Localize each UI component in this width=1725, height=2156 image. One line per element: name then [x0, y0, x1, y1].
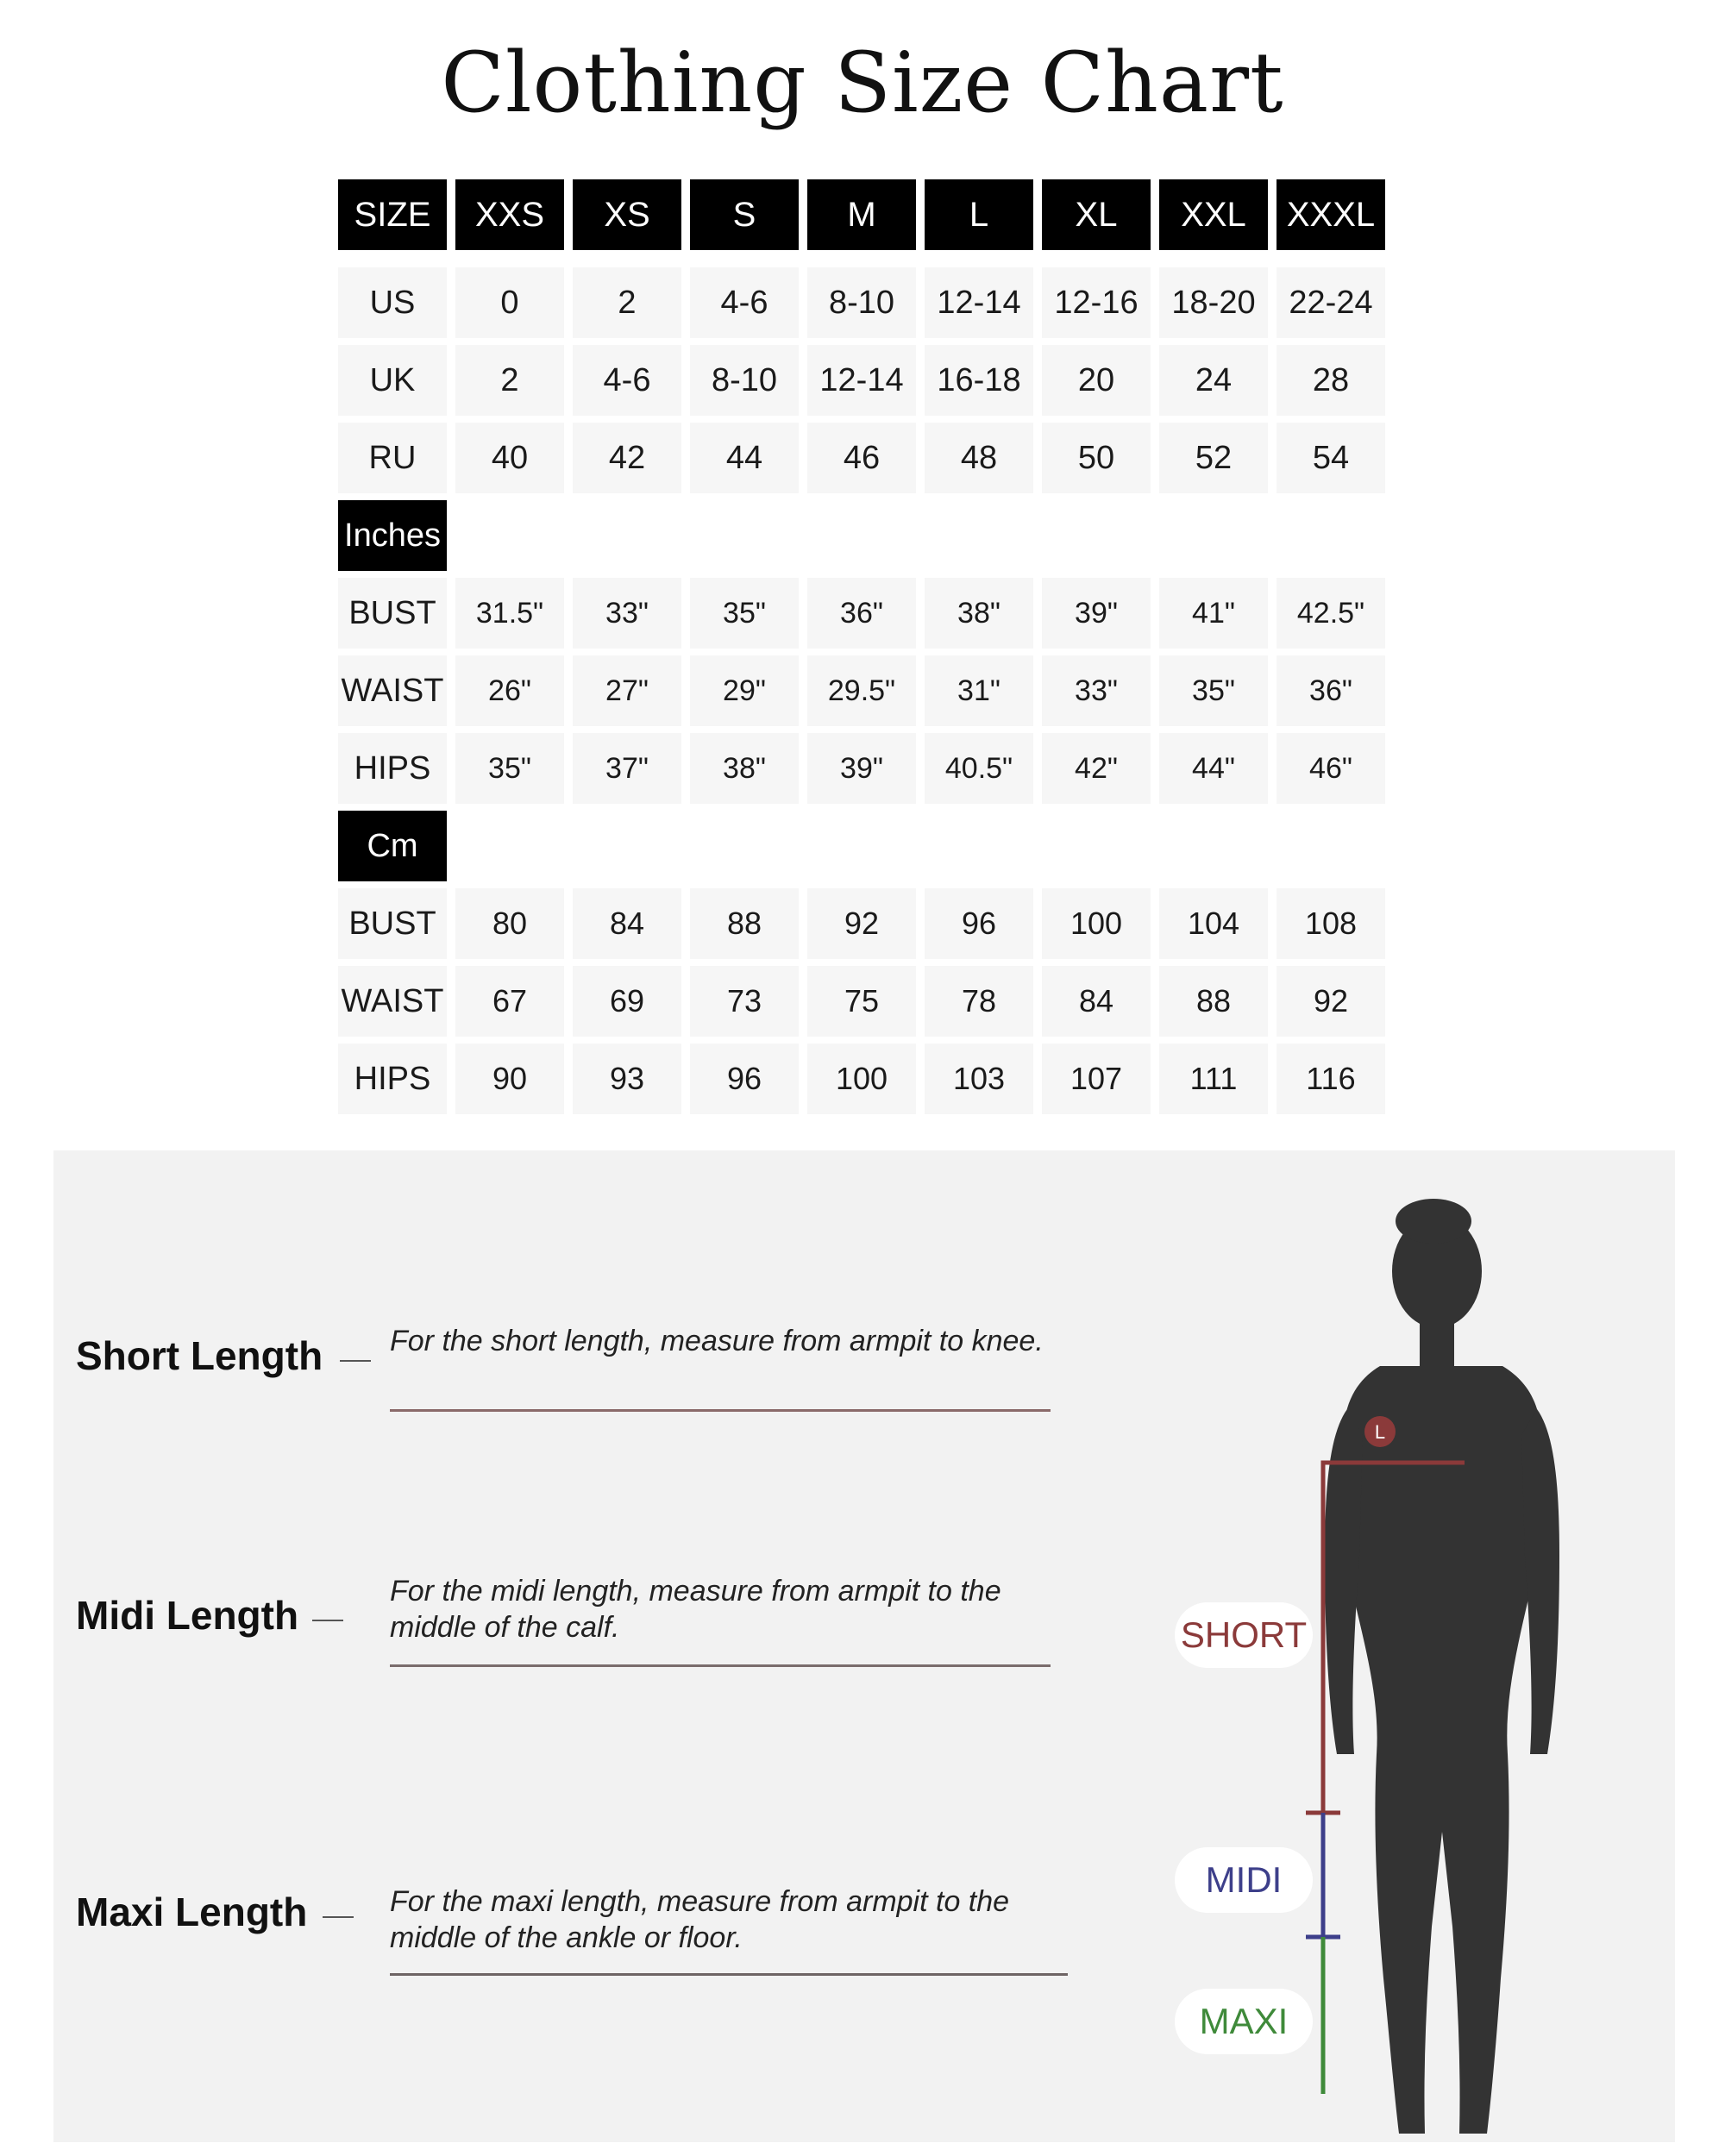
header-cell: XXXL: [1276, 179, 1385, 250]
table-row-inches-bust: [338, 578, 1389, 649]
table-cell: 26": [455, 655, 564, 726]
maxi-length-desc: For the maxi length, measure from armpit to the middle of the ankle or floor.: [390, 1885, 1010, 1954]
header-cell: XS: [573, 179, 681, 250]
table-cell: 92: [1276, 966, 1385, 1037]
silhouette-right-arm: [1521, 1409, 1559, 1754]
page-title: Clothing Size Chart: [441, 34, 1284, 131]
short-length-title: Short Length: [76, 1333, 323, 1378]
maxi-length-underline: [390, 1973, 1068, 1976]
table-cell: 4-6: [690, 267, 799, 338]
table-cell: 42.5": [1276, 578, 1385, 649]
table-row-cm-bust: [338, 888, 1389, 959]
header-cell: SIZE: [338, 179, 447, 250]
silhouette-neck: [1420, 1319, 1454, 1371]
table-row-inches-hips: [338, 733, 1389, 804]
table-cell: 78: [925, 966, 1033, 1037]
table-cell: 42": [1042, 733, 1151, 804]
section-label-inches: Inches: [338, 500, 447, 571]
size-table: [338, 179, 1389, 1121]
table-row-us: [338, 267, 1389, 338]
armpit-marker-letter: L: [1374, 1421, 1386, 1443]
table-cell: 90: [455, 1044, 564, 1114]
row-label: BUST: [338, 888, 447, 959]
table-cell: 96: [925, 888, 1033, 959]
table-cell: 39": [807, 733, 916, 804]
section-blank-cell: [1159, 811, 1268, 881]
short-length-dash: [340, 1360, 371, 1362]
short-length-underline: [390, 1409, 1051, 1412]
table-cell: 12-14: [925, 267, 1033, 338]
section-blank-cell: [455, 500, 564, 571]
table-cell: 12-14: [807, 345, 916, 416]
table-cell: 103: [925, 1044, 1033, 1114]
row-label: HIPS: [338, 1044, 447, 1114]
table-cell: 80: [455, 888, 564, 959]
table-cell: 2: [573, 267, 681, 338]
table-cell: 16-18: [925, 345, 1033, 416]
table-cell: 0: [455, 267, 564, 338]
table-cell: 28: [1276, 345, 1385, 416]
table-cell: 84: [573, 888, 681, 959]
table-cell: 27": [573, 655, 681, 726]
section-blank-cell: [1276, 500, 1385, 571]
table-cell: 42: [573, 423, 681, 493]
maxi-length-title: Maxi Length: [76, 1890, 308, 1934]
table-row-uk: [338, 345, 1389, 416]
row-label: WAIST: [338, 655, 447, 726]
table-cell: 100: [1042, 888, 1151, 959]
table-cell: 33": [1042, 655, 1151, 726]
table-cell: 22-24: [1276, 267, 1385, 338]
figure-label-midi: MIDI: [1175, 1847, 1313, 1913]
table-cell: 29.5": [807, 655, 916, 726]
table-row-cm-hips: [338, 1044, 1389, 1114]
table-cell: 50: [1042, 423, 1151, 493]
row-label: WAIST: [338, 966, 447, 1037]
table-cell: 35": [690, 578, 799, 649]
header-cell: M: [807, 179, 916, 250]
short-length-desc: For the short length, measure from armpit to knee.: [390, 1325, 1044, 1357]
table-cell: 100: [807, 1044, 916, 1114]
table-cell: 54: [1276, 423, 1385, 493]
midi-length-underline: [390, 1664, 1051, 1667]
table-cell: 33": [573, 578, 681, 649]
header-cell: S: [690, 179, 799, 250]
silhouette: [1325, 1199, 1559, 2134]
maxi-length-dash: [323, 1916, 354, 1918]
table-cell: 111: [1159, 1044, 1268, 1114]
table-cell: 40.5": [925, 733, 1033, 804]
table-cell: 20: [1042, 345, 1151, 416]
table-cell: 8-10: [807, 267, 916, 338]
table-cell: 29": [690, 655, 799, 726]
table-cell: 31.5": [455, 578, 564, 649]
table-cell: 108: [1276, 888, 1385, 959]
midi-length-title: Midi Length: [76, 1593, 299, 1638]
table-cell: 52: [1159, 423, 1268, 493]
table-cell: 31": [925, 655, 1033, 726]
table-cell: 44": [1159, 733, 1268, 804]
table-cell: 88: [1159, 966, 1268, 1037]
table-cell: 38": [690, 733, 799, 804]
section-blank-cell: [1042, 500, 1151, 571]
midi-length-dash: [312, 1620, 343, 1621]
section-blank-cell: [690, 500, 799, 571]
section-blank-cell: [573, 500, 681, 571]
section-blank-cell: [807, 500, 916, 571]
table-row-inches-waist: [338, 655, 1389, 726]
table-cell: 48: [925, 423, 1033, 493]
table-cell: 116: [1276, 1044, 1385, 1114]
header-cell: L: [925, 179, 1033, 250]
table-cell: 44: [690, 423, 799, 493]
silhouette-body: [1342, 1366, 1540, 2134]
section-blank-cell: [925, 500, 1033, 571]
table-cell: 46: [807, 423, 916, 493]
figure-label-short: SHORT: [1175, 1602, 1313, 1668]
table-cell: 35": [1159, 655, 1268, 726]
table-cell: 88: [690, 888, 799, 959]
table-row-cm-waist: [338, 966, 1389, 1037]
table-cell: 36": [1276, 655, 1385, 726]
table-cell: 69: [573, 966, 681, 1037]
row-label: HIPS: [338, 733, 447, 804]
header-cell: XL: [1042, 179, 1151, 250]
section-blank-cell: [807, 811, 916, 881]
table-cell: 12-16: [1042, 267, 1151, 338]
table-cell: 92: [807, 888, 916, 959]
table-cell: 18-20: [1159, 267, 1268, 338]
row-label: US: [338, 267, 447, 338]
row-label: UK: [338, 345, 447, 416]
table-cell: 96: [690, 1044, 799, 1114]
section-blank-cell: [925, 811, 1033, 881]
section-row-cm: [338, 811, 1389, 881]
silhouette-hair: [1396, 1199, 1471, 1244]
section-blank-cell: [690, 811, 799, 881]
table-cell: 41": [1159, 578, 1268, 649]
table-cell: 84: [1042, 966, 1151, 1037]
section-blank-cell: [573, 811, 681, 881]
table-header-row: [338, 179, 1389, 250]
table-cell: 24: [1159, 345, 1268, 416]
table-cell: 40: [455, 423, 564, 493]
row-label: RU: [338, 423, 447, 493]
section-blank-cell: [1159, 500, 1268, 571]
midi-length-desc: For the midi length, measure from armpit to the middle of the calf.: [390, 1575, 1001, 1644]
section-blank-cell: [1276, 811, 1385, 881]
section-blank-cell: [1042, 811, 1151, 881]
table-cell: 36": [807, 578, 916, 649]
figure-label-maxi: MAXI: [1175, 1989, 1313, 2054]
table-cell: 67: [455, 966, 564, 1037]
table-cell: 8-10: [690, 345, 799, 416]
header-cell: XXS: [455, 179, 564, 250]
table-cell: 35": [455, 733, 564, 804]
table-cell: 39": [1042, 578, 1151, 649]
table-cell: 75: [807, 966, 916, 1037]
section-row-inches: [338, 500, 1389, 571]
table-cell: 46": [1276, 733, 1385, 804]
header-cell: XXL: [1159, 179, 1268, 250]
table-cell: 4-6: [573, 345, 681, 416]
section-blank-cell: [455, 811, 564, 881]
table-cell: 37": [573, 733, 681, 804]
table-cell: 107: [1042, 1044, 1151, 1114]
row-label: BUST: [338, 578, 447, 649]
section-label-cm: Cm: [338, 811, 447, 881]
table-cell: 38": [925, 578, 1033, 649]
table-cell: 2: [455, 345, 564, 416]
table-cell: 93: [573, 1044, 681, 1114]
table-row-ru: [338, 423, 1389, 493]
table-cell: 104: [1159, 888, 1268, 959]
table-cell: 73: [690, 966, 799, 1037]
